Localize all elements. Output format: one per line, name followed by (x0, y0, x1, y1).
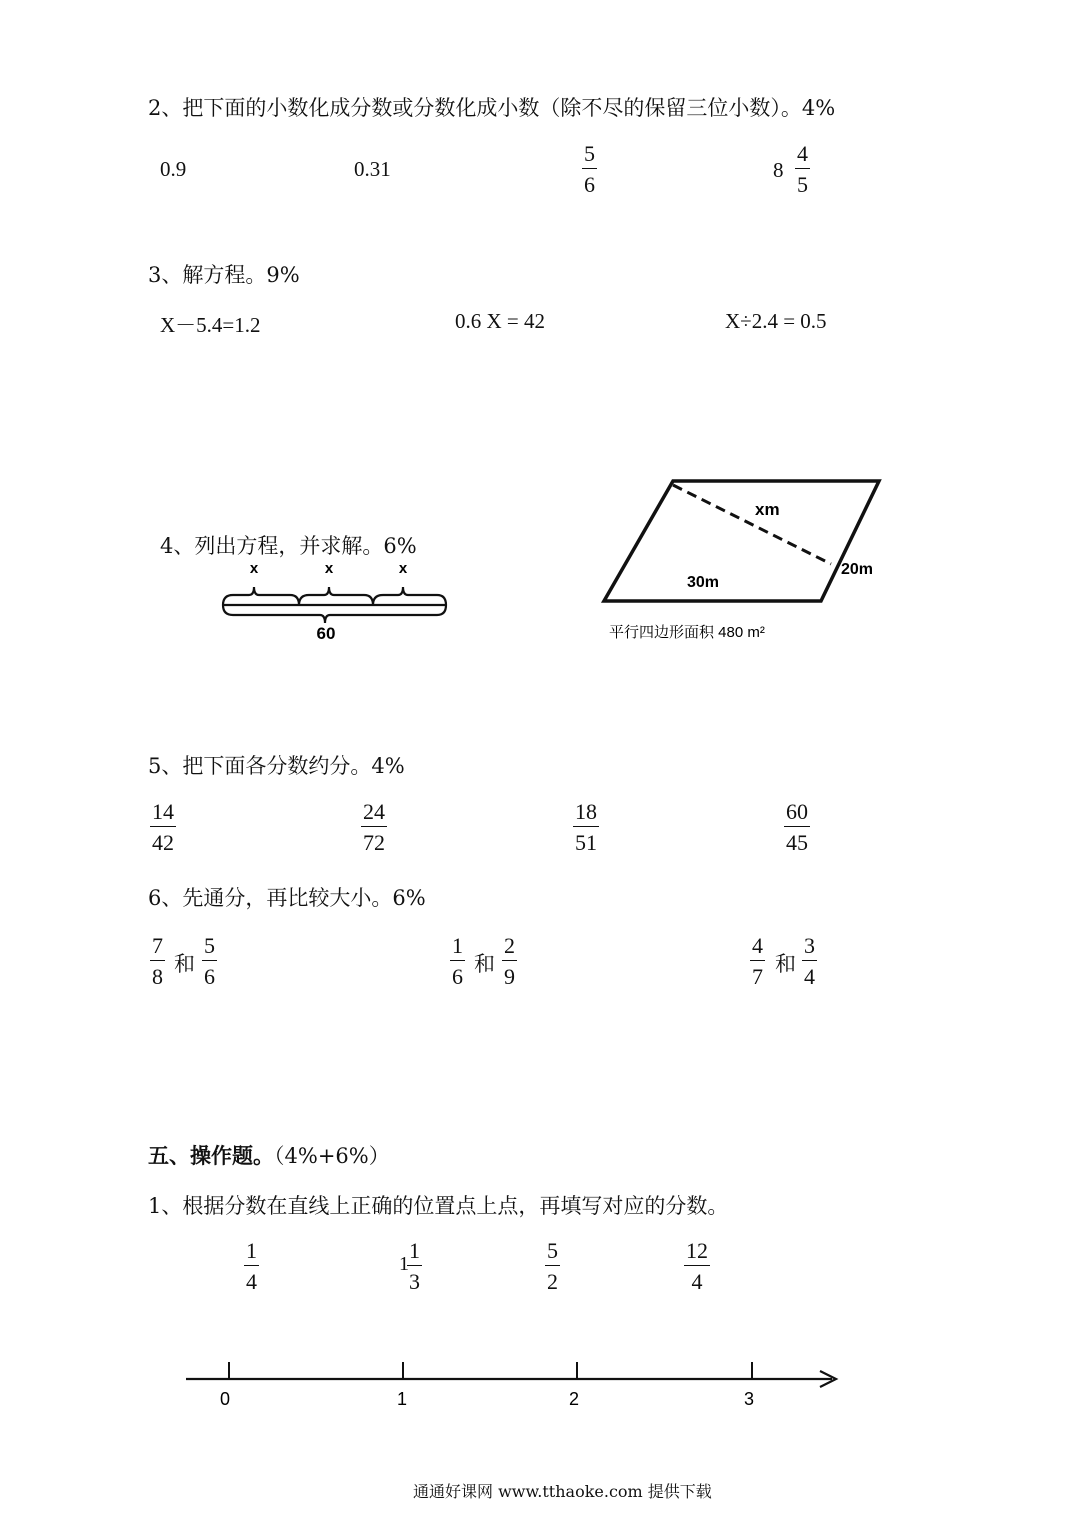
numerator: 4 (752, 933, 763, 958)
q6-pair2-b (502, 935, 517, 988)
height-dashed-line (673, 485, 831, 564)
q2-item-2: 0.31 (354, 157, 391, 181)
s5-fraction-2 (407, 1240, 422, 1293)
q2-title: 2、把下面的小数化成分数或分数化成小数（除不尽的保留三位小数）。4% (148, 96, 836, 120)
denominator: 3 (409, 1269, 420, 1294)
denominator: 42 (152, 830, 174, 855)
area-caption: 平行四边形面积 480 m² (609, 624, 765, 641)
numerator: 5 (547, 1238, 558, 1263)
base-label: 30m (687, 574, 720, 591)
brace-label-2: x (324, 560, 334, 577)
s5-fraction-3 (545, 1240, 560, 1293)
q5-fraction-2 (361, 801, 387, 854)
brace-total-label: 60 (316, 624, 336, 643)
denominator: 8 (152, 964, 163, 989)
numerator: 2 (504, 933, 515, 958)
section5-q1-title: 1、根据分数在直线上正确的位置点上点，再填写对应的分数。 (148, 1194, 729, 1218)
denominator: 6 (452, 964, 463, 989)
denominator: 4 (691, 1269, 703, 1294)
q3-title: 3、解方程。9% (148, 263, 300, 287)
denominator: 6 (584, 172, 595, 197)
brace-label-3: x (398, 560, 408, 577)
q4-title: 4、列出方程，并求解。6% (160, 534, 417, 558)
numerator: 7 (152, 933, 163, 958)
denominator: 5 (797, 172, 808, 197)
numerator: 3 (804, 933, 815, 958)
brace-top-1 (223, 587, 299, 605)
numerator: 5 (204, 933, 215, 958)
q5-fraction-1 (150, 801, 176, 854)
brace-bottom (223, 605, 446, 623)
q2-item-1: 0.9 (160, 157, 187, 181)
denominator: 2 (547, 1269, 558, 1294)
q5-title: 5、把下面各分数约分。4% (148, 754, 405, 778)
q2-mixed-fraction (795, 143, 810, 196)
q3-equation-3: X÷2.4 = 0.5 (725, 309, 827, 333)
footer-text: 通通好课网 www.tthaoke.com 提供下载 (413, 1482, 712, 1501)
numerator: 14 (152, 799, 174, 824)
denominator: 4 (804, 964, 815, 989)
section5-title-rest: （4%+6%） (274, 1144, 390, 1168)
q6-title: 6、先通分，再比较大小。6% (148, 886, 426, 910)
section5-title (148, 1140, 390, 1170)
q5-fraction-4 (784, 801, 810, 854)
q6-pair3-a (750, 935, 765, 988)
brace-label-1: x (249, 560, 259, 577)
numerator: 4 (797, 141, 808, 166)
q2-mixed-whole: 8 (773, 158, 784, 182)
brace-diagram (215, 555, 455, 647)
numerator: 60 (786, 799, 808, 824)
tick-label-0: 0 (219, 1389, 231, 1409)
parallelogram (604, 481, 879, 601)
q2-fraction (582, 143, 597, 196)
section5-title-bold: 五、操作题。 (148, 1143, 274, 1168)
q6-pair2-and: 和 (474, 952, 495, 976)
numerator: 1 (246, 1238, 257, 1263)
s5-fraction-4 (684, 1240, 710, 1293)
number-line (180, 1355, 850, 1415)
denominator: 4 (246, 1269, 257, 1294)
q6-pair1-b (202, 935, 217, 988)
side-label: 20m (841, 561, 874, 578)
numerator: 18 (575, 799, 597, 824)
diag-label: xm (755, 500, 780, 519)
numerator: 1 (452, 933, 463, 958)
brace-top-3 (373, 587, 446, 605)
denominator: 6 (204, 964, 215, 989)
numerator: 12 (686, 1238, 708, 1263)
denominator: 45 (786, 830, 808, 855)
denominator: 9 (504, 964, 515, 989)
q6-pair1-a (150, 935, 165, 988)
q5-fraction-3 (573, 801, 599, 854)
q3-equation-1: X－5.4=1.2 (160, 313, 261, 337)
q6-pair3-and: 和 (775, 952, 796, 976)
denominator: 7 (752, 964, 763, 989)
s5-fraction-1 (244, 1240, 259, 1293)
q6-pair3-b (802, 935, 817, 988)
numerator: 1 (409, 1238, 420, 1263)
brace-top-2 (299, 587, 373, 605)
parallelogram-diagram (595, 470, 890, 650)
q6-pair2-a (450, 935, 465, 988)
tick-label-3: 3 (743, 1389, 755, 1409)
tick-label-1: 1 (396, 1389, 408, 1409)
tick-label-2: 2 (568, 1389, 580, 1409)
numerator: 24 (363, 799, 385, 824)
s5-mixed-whole: 1 (399, 1253, 409, 1275)
numerator: 5 (584, 141, 595, 166)
denominator: 51 (575, 830, 597, 855)
q3-equation-2: 0.6 X = 42 (455, 309, 546, 333)
denominator: 72 (363, 830, 385, 855)
q6-pair1-and: 和 (174, 952, 195, 976)
